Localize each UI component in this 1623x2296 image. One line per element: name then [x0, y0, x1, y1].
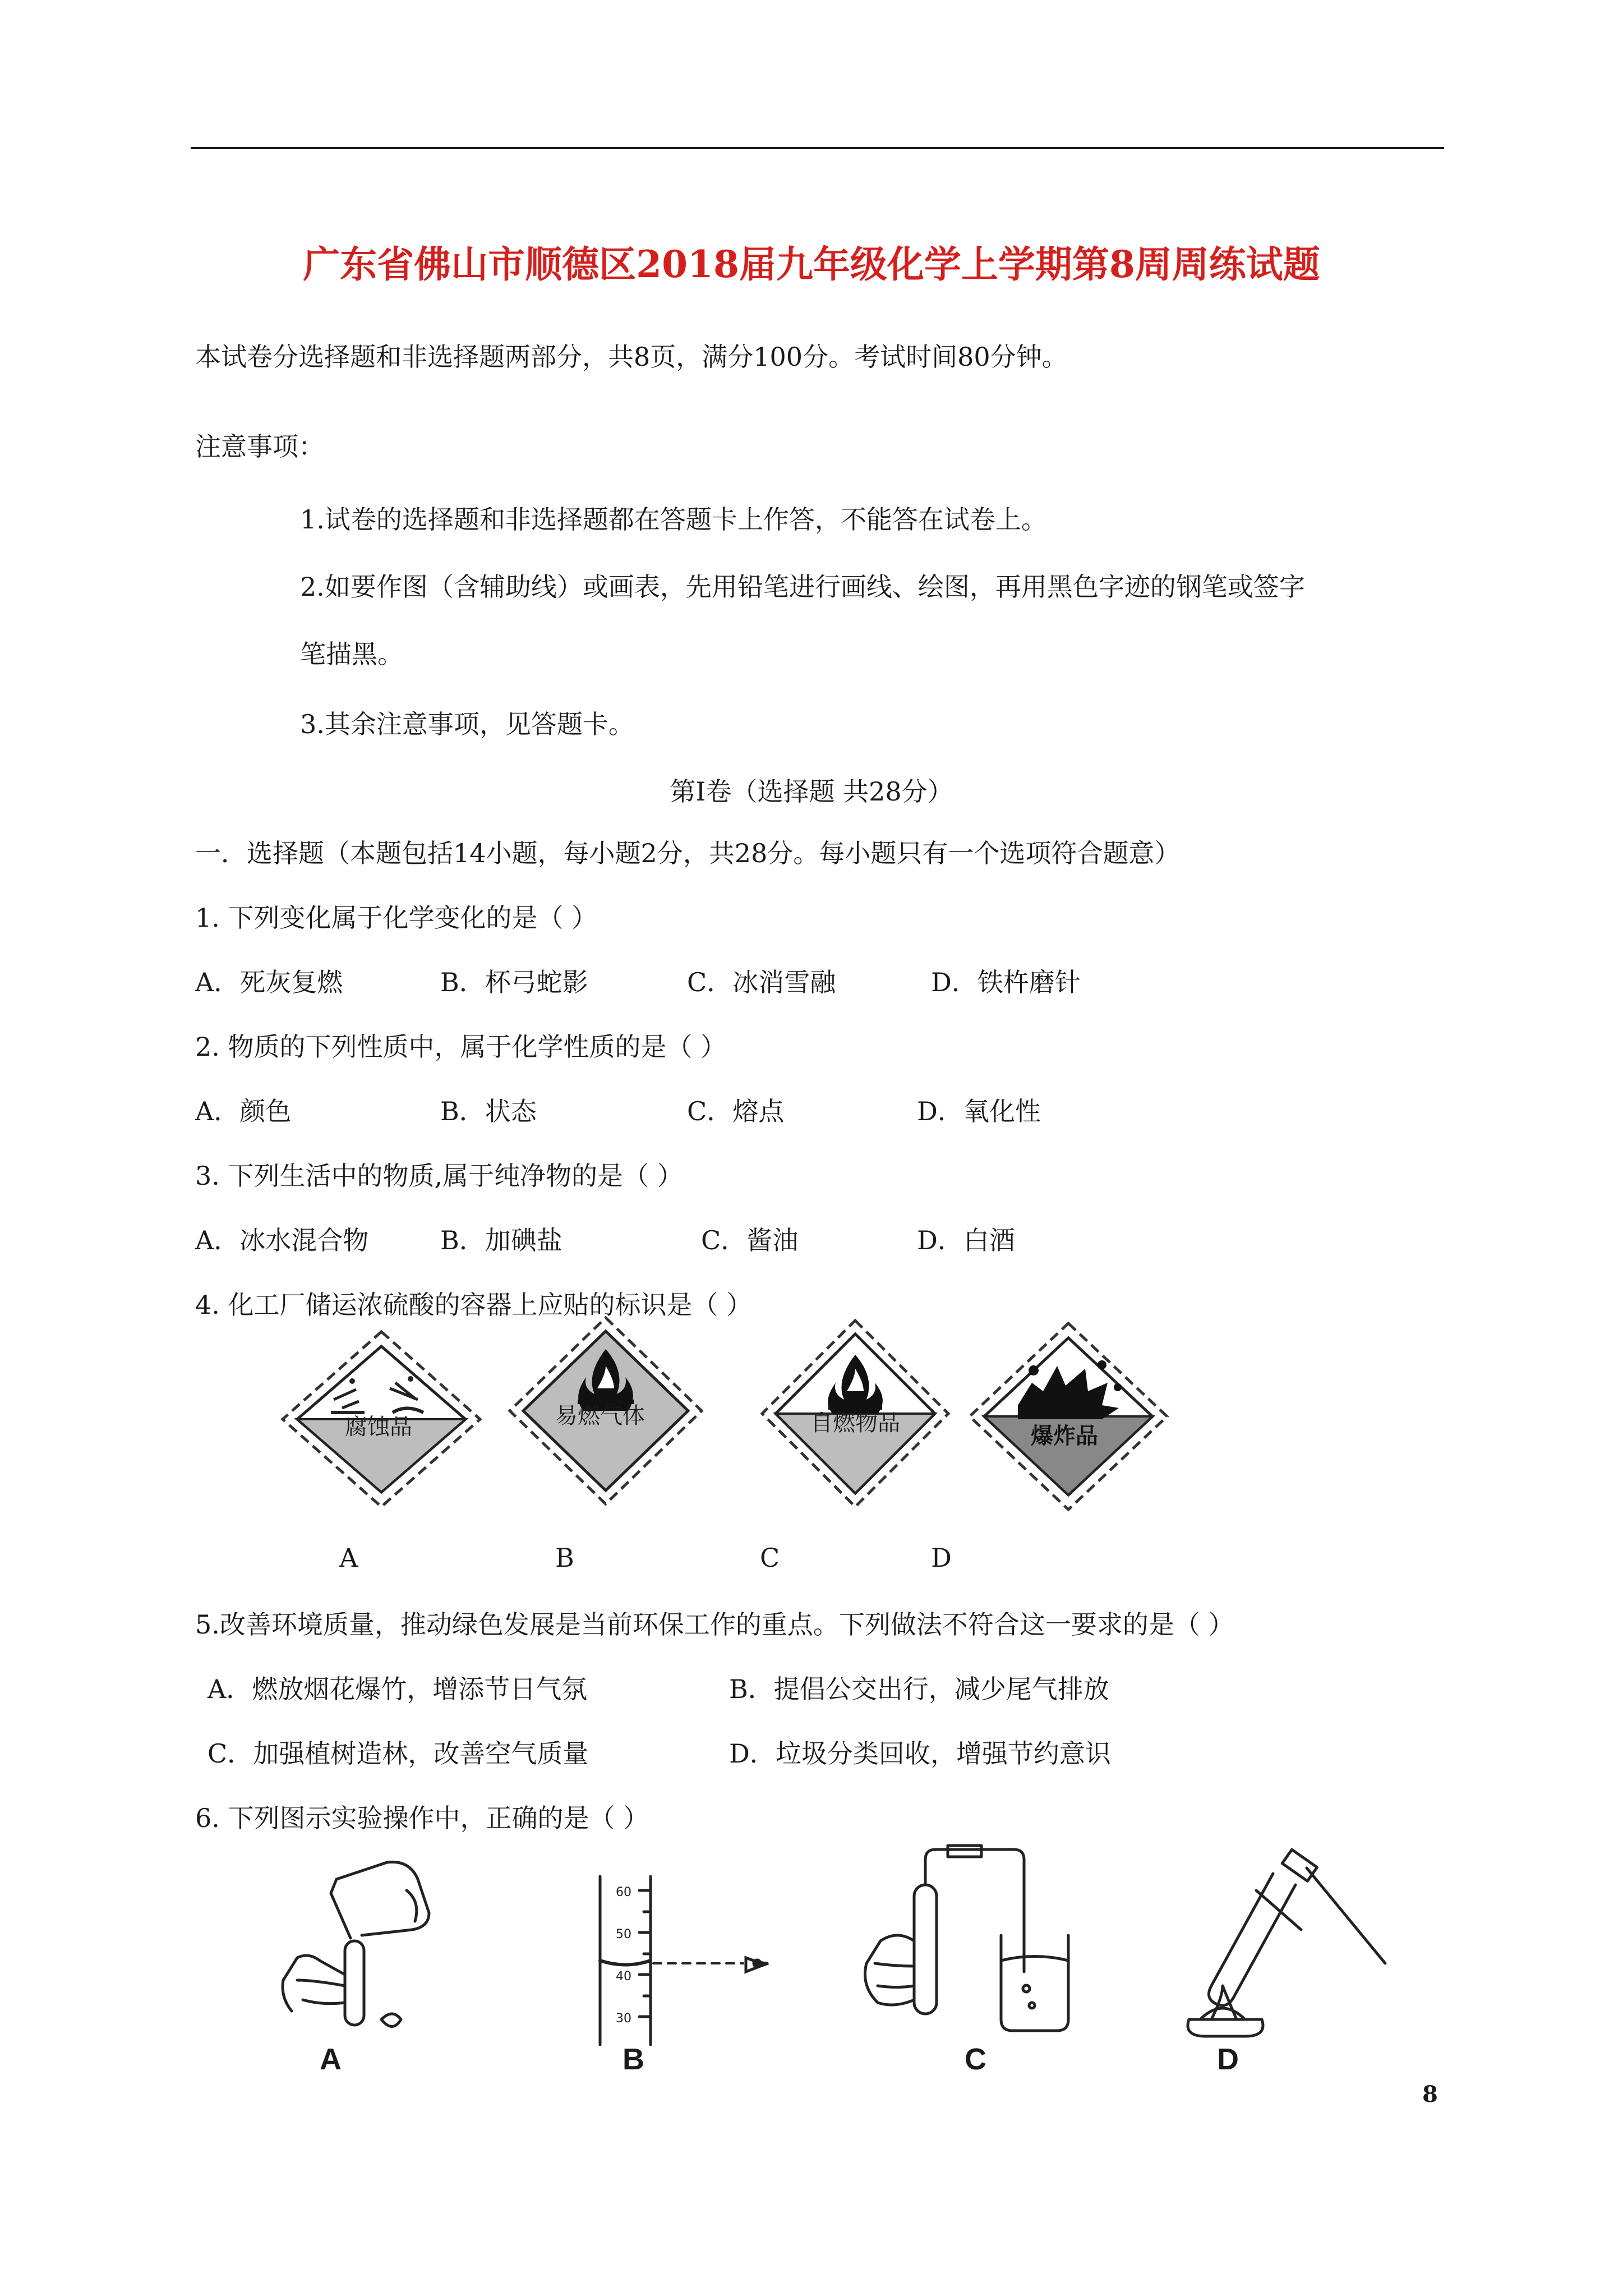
question-stem: 5.改善环境质量，推动绿色发展是当前环保工作的重点。下列做法不符合这一要求的是（ ）	[195, 1609, 1234, 1640]
sign-letter: A	[339, 1543, 358, 1573]
notice-item: 2.如要作图（含辅助线）或画表，先用铅笔进行画线、绘图，再用黑色字迹的钢笔或签字	[300, 572, 1305, 602]
tick-label: 50	[616, 1927, 631, 1941]
option-c: C．酱油	[701, 1225, 799, 1255]
option-b: B．状态	[440, 1096, 537, 1126]
option-c: C．熔点	[687, 1096, 785, 1126]
option-b: B．加碘盐	[440, 1225, 562, 1255]
option-d: D．铁杵磨针	[931, 967, 1081, 997]
option-a: A．死灰复燃	[195, 967, 343, 997]
tick-label: 40	[616, 1970, 631, 1984]
tick-label: 30	[616, 2012, 631, 2026]
header-rule	[191, 147, 1444, 149]
option-c: C．加强植树造林，改善空气质量	[208, 1738, 589, 1769]
option-a: A．颜色	[195, 1096, 292, 1126]
figure-letter: C	[965, 2042, 986, 2076]
sign-letter: C	[760, 1543, 780, 1573]
notice-item: 1.试卷的选择题和非选择题都在答题卡上作答，不能答在试卷上。	[300, 504, 1047, 535]
option-a: A．燃放烟花爆竹，增添节日气氛	[208, 1674, 588, 1704]
tick-label: 60	[616, 1885, 631, 1899]
figure-letter: D	[1217, 2042, 1239, 2076]
question-stem: 3. 下列生活中的物质,属于纯净物的是（ ）	[195, 1161, 683, 1191]
option-d: D．白酒	[917, 1225, 1015, 1255]
question-stem: 6. 下列图示实验操作中，正确的是（ ）	[195, 1803, 649, 1833]
page-number: 8	[1422, 2081, 1438, 2108]
explosive-sign-icon	[967, 1321, 1169, 1512]
option-c: C．冰消雪融	[687, 967, 836, 997]
notice-item: 3.其余注意事项，见答题卡。	[300, 709, 634, 739]
option-d: D．垃圾分类回收，增强节约意识	[729, 1738, 1111, 1769]
part-heading: 一．选择题（本题包括14小题，每小题2分，共28分。每小题只有一个选项符合题意）	[195, 838, 1181, 868]
page-title: 广东省佛山市顺德区2018届九年级化学上学期第8周周练试题	[303, 242, 1320, 286]
option-b: B．杯弓蛇影	[440, 967, 588, 997]
graduated-cylinder-figure-icon	[583, 1874, 785, 2047]
question-stem: 1. 下列变化属于化学变化的是（ ）	[195, 903, 598, 933]
figure-letter: B	[623, 2042, 644, 2076]
option-d: D．氧化性	[917, 1096, 1041, 1126]
intro-text: 本试卷分选择题和非选择题两部分，共8页，满分100分。考试时间80分钟。	[195, 342, 1068, 372]
question-stem: 2. 物质的下列性质中，属于化学性质的是（ ）	[195, 1032, 727, 1062]
section-title: 第Ⅰ卷（选择题 共28分）	[670, 776, 953, 807]
option-a: A．冰水混合物	[195, 1225, 369, 1255]
question-stem: 4. 化工厂储运浓硫酸的容器上应贴的标识是（ ）	[195, 1290, 753, 1320]
figure-letter: A	[320, 2042, 342, 2076]
option-b: B．提倡公交出行，减少尾气排放	[729, 1674, 1109, 1704]
sign-label-corrosive: 腐蚀品	[345, 1414, 412, 1440]
pouring-liquid-figure-icon	[264, 1857, 449, 2047]
sign-label-flammable-gas: 易燃气体	[555, 1403, 645, 1429]
sign-label-explosive: 爆炸品	[1031, 1423, 1098, 1449]
sign-label-spontaneous-combustion: 自燃物品	[810, 1410, 900, 1436]
heating-test-tube-figure-icon	[1172, 1851, 1396, 2042]
sign-letter: B	[555, 1543, 574, 1573]
notice-item: 笔描黑。	[300, 639, 403, 669]
sign-letter: D	[931, 1543, 952, 1573]
airtightness-check-figure-icon	[858, 1846, 1094, 2047]
notice-heading: 注意事项：	[195, 431, 324, 462]
